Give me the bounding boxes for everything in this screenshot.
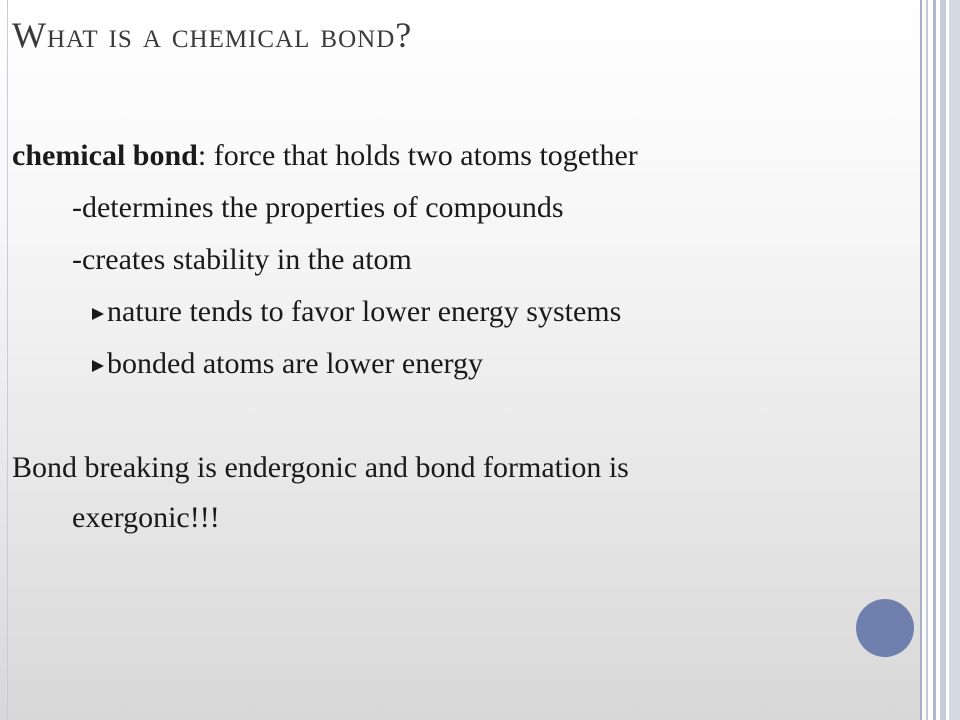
sub-bullet-text: bonded atoms are lower energy: [107, 347, 483, 380]
conclusion-line-2: exergonic!!!: [72, 501, 220, 534]
left-rule: [7, 0, 8, 720]
definition-text: force that holds two atoms together: [206, 139, 638, 172]
border-stripe: [920, 0, 922, 720]
decorative-circle: [856, 599, 914, 657]
border-stripe: [949, 0, 960, 720]
sub-bullet-text: nature tends to favor lower energy systems: [107, 295, 622, 328]
definition-separator: :: [197, 139, 207, 172]
border-stripe: [926, 0, 928, 720]
definition-line: [12, 138, 638, 174]
conclusion-line-1: Bond breaking is endergonic and bond formation is: [12, 451, 629, 484]
border-stripe: [933, 0, 936, 720]
arrow-bullet-icon: [92, 360, 104, 372]
bullet-point: -creates stability in the atom: [72, 243, 412, 276]
arrow-bullet-icon: [92, 308, 104, 320]
sub-bullet-point: [92, 294, 621, 330]
definition-term: chemical bond: [12, 139, 198, 172]
slide-title: What is a chemical bond?: [12, 15, 413, 55]
sub-bullet-point: [92, 346, 483, 382]
bullet-point: -determines the properties of compounds: [72, 191, 564, 224]
border-stripe: [940, 0, 946, 720]
